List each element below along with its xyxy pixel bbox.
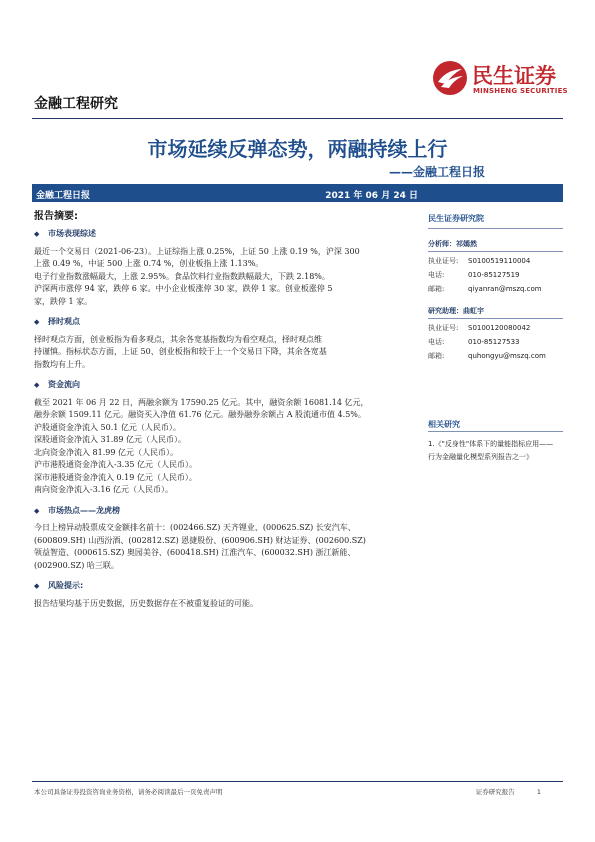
- text-line: 沪股通资金净流入 50.1 亿元（人民币）。: [34, 422, 181, 432]
- row-key: 邮箱:: [428, 352, 445, 360]
- row-key: 电话:: [428, 271, 445, 279]
- row-key: 执业证号:: [428, 257, 459, 265]
- report-type: 金融工程日报: [36, 191, 91, 201]
- section-risk-warning: [34, 580, 412, 610]
- section-heading: 资金流向: [48, 380, 80, 389]
- section-text: [34, 522, 412, 572]
- sidebar-divider: [428, 431, 563, 432]
- footer-divider: [32, 781, 563, 782]
- footer-right: [476, 787, 541, 796]
- report-title: 市场延续反弹态势，两融持续上行: [147, 137, 448, 161]
- row-key: 邮箱:: [428, 285, 445, 293]
- logo-english-name: MINSHENG SECURITIES: [473, 87, 568, 95]
- text-line: 沪深两市涨停 94 家，跌停 6 家。中小企业板涨停 30 家，跌停 1 家。创业板涨停 5: [34, 284, 333, 293]
- analyst-email-link[interactable]: qiyanran@mszq.com: [468, 285, 542, 293]
- related-line: 行为金融量化模型系列报告之一》: [428, 453, 533, 461]
- text-line: 融券余额 1509.11 亿元。融资买入净值 61.76 亿元。融券融券余额占 A 股流通市值 4.5%。: [34, 410, 366, 419]
- logo-chinese-name: 民生证券: [472, 64, 556, 88]
- sidebar-divider: [428, 318, 563, 319]
- analyst-sidebar: [428, 213, 563, 464]
- company-logo: [432, 58, 572, 98]
- section-timing-view: [34, 316, 412, 371]
- department-label: 金融工程研究: [34, 96, 118, 112]
- text-line: 深市港股通资金净流入 0.19 亿元（人民币）。: [34, 472, 197, 482]
- row-value: S0100120080042: [468, 324, 531, 332]
- text-line: 最近一个交易日（2021-06-23）。上证综指上涨 0.25%，上证 50 上涨 0.19 %，沪深 300: [34, 246, 360, 256]
- analyst-name: 分析师：祁嫣然: [428, 240, 477, 248]
- section-text: [34, 397, 412, 497]
- assistant-name: 研究助理：曲虹宇: [428, 307, 484, 315]
- text-line: 家，跌停 1 家。: [34, 296, 93, 306]
- section-heading: 风险提示:: [48, 581, 84, 590]
- text-line: 深股通资金净流入 31.89 亿元（人民币）。: [34, 435, 186, 444]
- diamond-bullet-icon: ◆: [34, 582, 40, 590]
- analyst-phone-row: [428, 268, 563, 282]
- section-fund-flow: [34, 379, 412, 497]
- report-subtitle: ——金融工程日报: [388, 165, 485, 179]
- assistant-email-link[interactable]: quhongyu@mszq.com: [468, 352, 546, 360]
- analyst-email-row: [428, 282, 563, 296]
- assistant-phone-row: [428, 335, 563, 349]
- diamond-bullet-icon: ◆: [34, 506, 40, 515]
- sidebar-divider: [428, 228, 563, 229]
- section-heading: 择时观点: [48, 317, 80, 326]
- footer-report-type: 证券研究报告: [475, 788, 515, 796]
- assistant-email-row: [428, 349, 563, 363]
- section-text: [34, 246, 412, 309]
- diamond-bullet-icon: ◆: [34, 230, 40, 238]
- text-line: 指数均有上升。: [34, 359, 90, 369]
- text-line: 持谨慎。指标状态方面，上证 50、创业板指和较于上一个交易日下降，其余各宽基: [34, 347, 327, 356]
- institute-name: 民生证券研究院: [428, 214, 484, 223]
- text-line: 电子行业指数涨幅最大，上涨 2.95%。食品饮料行业指数跌幅最大，下跌 2.18%。: [34, 271, 330, 281]
- section-market-hotspot: [34, 505, 412, 573]
- text-line: (600809.SH) 山西汾酒、(002812.SZ) 恩捷股份、(600906.SH) 财达证券、(002600.SZ): [34, 535, 366, 545]
- report-info-bar: [32, 184, 563, 202]
- text-line: 领益智造、(000615.SZ) 奥园美谷、(600418.SH) 江淮汽车、(600032.SH) 浙江新能、: [34, 548, 356, 557]
- text-line: 沪市港股通资金净流入-3.35 亿元（人民币）。: [34, 460, 198, 469]
- text-line: 北向资金净流入 81.99 亿元（人民币）。: [34, 447, 178, 457]
- text-line: 今日上榜异动股票成交金额排名前十：(002466.SZ) 天齐锂业、(000625.SZ) 长安汽车、: [34, 523, 356, 532]
- related-research-item[interactable]: [428, 438, 563, 464]
- related-line: 1.《"反身性"体系下的量能指标应用——: [428, 440, 554, 448]
- report-body: [34, 224, 412, 618]
- report-date: 2021 年 06 月 24 日: [325, 191, 418, 201]
- section-text: [34, 334, 412, 372]
- diamond-bullet-icon: ◆: [34, 318, 40, 326]
- section-text: [34, 598, 412, 611]
- page-number: 1: [536, 788, 541, 796]
- assistant-license-row: [428, 321, 563, 335]
- row-value: 010-85127533: [468, 338, 520, 346]
- header-divider: [32, 118, 563, 119]
- text-line: 截至 2021 年 06 月 22 日，两融余额为 17590.25 亿元。其中，融资余额 16081.14 亿元，: [34, 397, 369, 407]
- analyst-license-row: [428, 254, 563, 268]
- row-value: 010-85127519: [468, 271, 520, 279]
- row-key: 执业证号:: [428, 324, 459, 332]
- section-heading: 市场表现综述: [48, 229, 96, 238]
- sidebar-divider: [428, 251, 563, 252]
- summary-label: 报告摘要:: [34, 211, 78, 222]
- related-research-title: 相关研究: [428, 420, 460, 429]
- text-line: 择时观点方面，创业板指为看多观点，其余各宽基指数均为看空观点，择时观点维: [34, 334, 322, 344]
- row-value: S0100519110004: [468, 257, 531, 265]
- text-line: 南向资金净流入-3.16 亿元（人民币）。: [34, 485, 174, 494]
- text-line: (002900.SZ) 哈三联。: [34, 560, 119, 570]
- row-key: 电话:: [428, 338, 445, 346]
- text-line: 报告结果均基于历史数据，历史数据存在不被重复验证的可能。: [34, 598, 258, 608]
- section-market-overview: [34, 228, 412, 308]
- logo-mark-icon: [432, 60, 468, 96]
- section-heading: 市场热点——龙虎榜: [48, 505, 120, 515]
- footer-disclaimer: 本公司具备证券投资咨询业务资格，请务必阅读最后一页免责声明: [34, 788, 223, 796]
- diamond-bullet-icon: ◆: [34, 381, 40, 389]
- text-line: 上涨 0.49 %，中证 500 上涨 0.74 %，创业板指上涨 1.13%。: [34, 259, 264, 268]
